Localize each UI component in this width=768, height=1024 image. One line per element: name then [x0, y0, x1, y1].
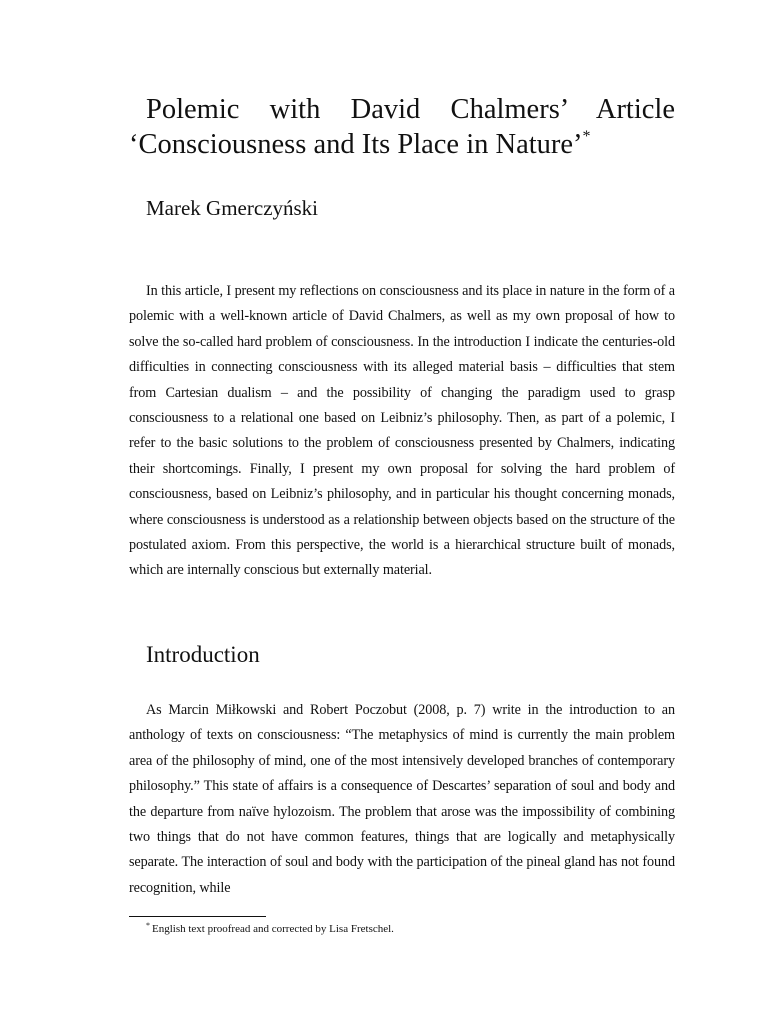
title-line-2 [129, 127, 675, 162]
abstract-paragraph: In this article, I present my reflections on consciousness and its place in nature in the form of a polemic with a well-known article of David Chalmers, as well as my own proposal of how to solve the so-called hard problem of consciousness. In the introduction I indicate the centuries-old difficulties in connecting consciousness with its alleged material basis – difficulties that stem from Cartesian dualism – and the possibility of changing the paradigm used to grasp consciousness to a relational one based on Leibniz’s philosophy. Then, as part of a polemic, I refer to the basic solutions to the problem of consciousness presented by Chalmers, indicating their shortcomings. Finally, I present my own proposal for solving the hard problem of consciousness, based on Leibniz’s philosophy, and in particular his thought concerning monads, where consciousness is understood as a relationship between objects based on the structure of the postulated axiom. From this perspective, the world is a hierarchical structure built of monads, which are internally conscious but externally material. [129, 283, 675, 579]
footnote [146, 922, 394, 936]
author-name: Marek Gmerczyński [146, 196, 319, 220]
footnote-text: English text proofread and corrected by Lisa Fretschel. [152, 923, 394, 935]
section-heading-introduction: Introduction [146, 642, 260, 667]
title-line-1: Polemic with David Chalmers’ Article [146, 94, 675, 125]
title-footnote-marker[interactable]: * [582, 128, 591, 145]
footnote-marker: * [146, 921, 150, 930]
title-line-2-text: ‘Consciousness and Its Place in Nature’ [129, 129, 583, 160]
introduction-paragraph: As Marcin Miłkowski and Robert Poczobut (2008, p. 7) write in the introduction to an anthology of texts on consciousness: “The metaphysics of mind is currently the main problem area of the philosophy of mind, one of the most intensively developed branches of contemporary philosophy.” This state of affairs is a consequence of Descartes’ separation of soul and body and the departure from naïve hylozoism. The problem that arose was the impossibility of combining two things that do not have common features, things that are logically and metaphysically separate. The interaction of soul and body with the participation of the pineal gland has not found recognition, while [129, 702, 675, 896]
article-title [129, 92, 675, 162]
footnote-separator [129, 916, 266, 917]
